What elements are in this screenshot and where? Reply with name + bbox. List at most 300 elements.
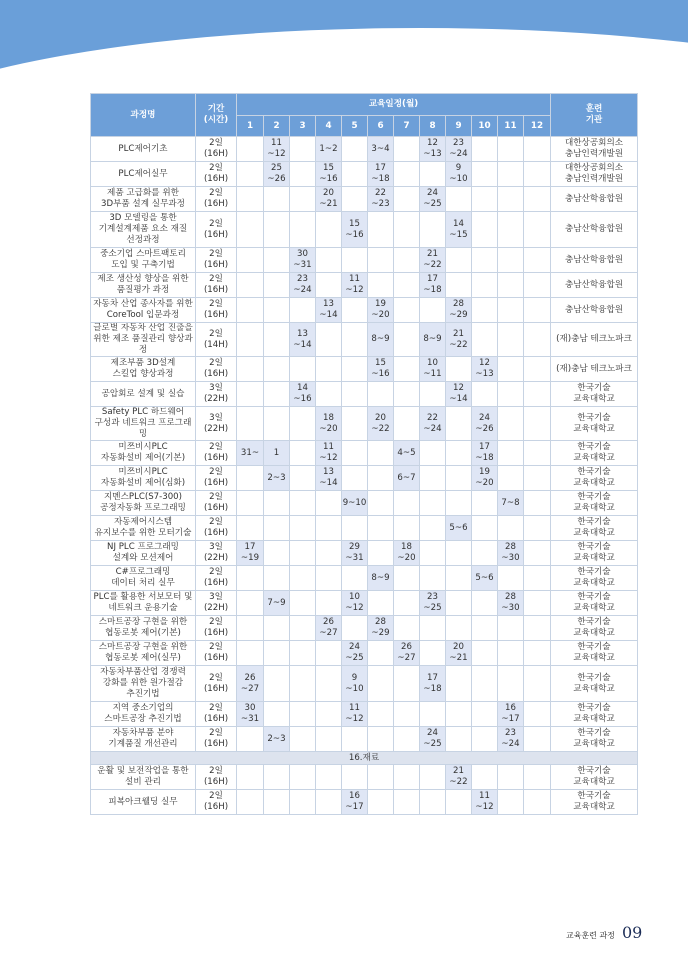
table-row — [91, 616, 638, 641]
schedule-cell — [394, 323, 420, 357]
schedule-cell — [446, 616, 472, 641]
schedule-cell — [290, 441, 316, 466]
schedule-cell — [472, 641, 498, 666]
schedule-cell — [524, 541, 551, 566]
schedule-cell: 28 ~29 — [446, 298, 472, 323]
schedule-cell: 13 ~14 — [316, 466, 342, 491]
schedule-cell — [290, 162, 316, 187]
course-period: 2일 (16H) — [196, 187, 237, 212]
month-header: 2 — [264, 116, 290, 137]
course-name: 미쯔비시PLC 자동화설비 제어(심화) — [91, 466, 196, 491]
schedule-cell — [264, 212, 290, 248]
schedule-cell — [290, 641, 316, 666]
schedule-cell: 9~10 — [342, 491, 368, 516]
schedule-cell — [420, 441, 446, 466]
course-period: 3일 (22H) — [196, 591, 237, 616]
schedule-cell — [290, 491, 316, 516]
section-label: 04. 재직자(향상)과정 — [543, 45, 636, 56]
table-row — [91, 702, 638, 727]
schedule-cell: 19 ~20 — [472, 466, 498, 491]
schedule-cell — [316, 382, 342, 407]
schedule-cell — [290, 591, 316, 616]
institution-header: 훈련 기관 — [551, 94, 638, 137]
month-header: 12 — [524, 116, 551, 137]
schedule-cell — [316, 591, 342, 616]
institution-name: 한국기술 교육대학교 — [551, 666, 638, 702]
institution-name: 한국기술 교육대학교 — [551, 727, 638, 752]
course-period: 2일 (16H) — [196, 790, 237, 815]
course-name: 제조부품 3D설계 스킬업 향상과정 — [91, 357, 196, 382]
schedule-cell — [264, 491, 290, 516]
schedule-cell — [498, 137, 524, 162]
schedule-cell — [264, 187, 290, 212]
schedule-cell — [342, 407, 368, 441]
schedule-cell — [394, 516, 420, 541]
schedule-cell: 7~9 — [264, 591, 290, 616]
institution-name: 대한상공회의소 충남인력개발원 — [551, 162, 638, 187]
schedule-cell — [237, 323, 264, 357]
course-name: C#프로그래밍 데이터 처리 실무 — [91, 566, 196, 591]
table-row — [91, 162, 638, 187]
schedule-cell — [316, 248, 342, 273]
table-row — [91, 666, 638, 702]
schedule-cell: 17 ~19 — [237, 541, 264, 566]
course-period: 3일 (22H) — [196, 541, 237, 566]
schedule-cell — [342, 162, 368, 187]
schedule-cell — [316, 641, 342, 666]
table-row — [91, 441, 638, 466]
schedule-cell — [420, 162, 446, 187]
schedule-cell — [264, 765, 290, 790]
schedule-cell — [498, 357, 524, 382]
schedule-cell — [420, 382, 446, 407]
course-period: 2일 (16H) — [196, 616, 237, 641]
schedule-cell: 23 ~24 — [446, 137, 472, 162]
schedule-cell — [290, 187, 316, 212]
course-period: 2일 (16H) — [196, 137, 237, 162]
schedule-cell — [264, 790, 290, 815]
schedule-cell — [498, 298, 524, 323]
schedule-cell — [342, 441, 368, 466]
schedule-cell — [524, 323, 551, 357]
schedule-cell — [290, 516, 316, 541]
schedule-cell — [498, 162, 524, 187]
schedule-cell — [290, 466, 316, 491]
schedule-cell — [394, 162, 420, 187]
course-period: 2일 (16H) — [196, 641, 237, 666]
table-row — [91, 137, 638, 162]
schedule-cell: 26 ~27 — [237, 666, 264, 702]
schedule-cell: 9 ~10 — [446, 162, 472, 187]
schedule-cell — [498, 466, 524, 491]
schedule-cell: 21 ~22 — [446, 765, 472, 790]
institution-name: 한국기술 교육대학교 — [551, 765, 638, 790]
schedule-cell — [446, 491, 472, 516]
schedule-cell — [498, 641, 524, 666]
schedule-cell — [524, 702, 551, 727]
schedule-cell — [342, 727, 368, 752]
table-row — [91, 382, 638, 407]
schedule-cell — [368, 212, 394, 248]
schedule-cell — [368, 516, 394, 541]
course-name: 스마트공장 구현을 위한 협동로봇 제어(실무) — [91, 641, 196, 666]
schedule-cell — [368, 702, 394, 727]
category-subheader: 16.재료 — [91, 752, 638, 765]
schedule-cell: 12 ~14 — [446, 382, 472, 407]
month-header: 5 — [342, 116, 368, 137]
schedule-cell — [290, 790, 316, 815]
schedule-cell — [524, 641, 551, 666]
schedule-cell — [264, 323, 290, 357]
schedule-cell — [368, 466, 394, 491]
schedule-cell — [342, 616, 368, 641]
schedule-cell — [290, 702, 316, 727]
schedule-cell — [472, 516, 498, 541]
schedule-cell — [316, 273, 342, 298]
schedule-cell: 23 ~25 — [420, 591, 446, 616]
course-period: 3일 (22H) — [196, 382, 237, 407]
course-period: 2일 (16H) — [196, 357, 237, 382]
schedule-cell — [237, 765, 264, 790]
schedule-cell — [394, 591, 420, 616]
schedule-cell — [498, 516, 524, 541]
institution-name: 한국기술 교육대학교 — [551, 516, 638, 541]
schedule-cell: 12 ~13 — [420, 137, 446, 162]
period-header: 기간 (시간) — [196, 94, 237, 137]
schedule-cell: 5~6 — [446, 516, 472, 541]
schedule-cell — [472, 491, 498, 516]
schedule-cell — [237, 357, 264, 382]
schedule-cell — [446, 273, 472, 298]
schedule-cell — [264, 382, 290, 407]
schedule-cell — [498, 323, 524, 357]
schedule-cell — [342, 298, 368, 323]
course-period: 2일 (16H) — [196, 162, 237, 187]
schedule-cell — [394, 248, 420, 273]
schedule-cell — [394, 407, 420, 441]
schedule-cell: 8~9 — [368, 323, 394, 357]
schedule-cell: 13 ~14 — [316, 298, 342, 323]
schedule-cell — [498, 382, 524, 407]
schedule-cell — [368, 641, 394, 666]
schedule-cell — [264, 298, 290, 323]
course-name: 지멘스PLC(S7-300) 공정자동화 프로그래밍 — [91, 491, 196, 516]
schedule-cell — [498, 407, 524, 441]
table-row — [91, 357, 638, 382]
schedule-cell — [524, 765, 551, 790]
course-period: 2일 (16H) — [196, 566, 237, 591]
schedule-cell: 21 ~22 — [446, 323, 472, 357]
schedule-cell — [524, 727, 551, 752]
schedule-cell — [446, 357, 472, 382]
institution-name: 한국기술 교육대학교 — [551, 702, 638, 727]
schedule-cell: 20 ~21 — [446, 641, 472, 666]
schedule-cell — [264, 407, 290, 441]
schedule-cell: 20 ~21 — [316, 187, 342, 212]
schedule-cell — [524, 666, 551, 702]
schedule-cell — [524, 566, 551, 591]
table-row — [91, 727, 638, 752]
schedule-cell: 18 ~20 — [316, 407, 342, 441]
course-name: 자동차 산업 종사자를 위한 CoreTool 입문과정 — [91, 298, 196, 323]
schedule-cell — [524, 162, 551, 187]
schedule-cell — [524, 407, 551, 441]
schedule-cell — [472, 323, 498, 357]
schedule-cell: 7~8 — [498, 491, 524, 516]
institution-name: 한국기술 교육대학교 — [551, 616, 638, 641]
schedule-cell — [446, 591, 472, 616]
schedule-cell — [524, 491, 551, 516]
schedule-cell — [342, 187, 368, 212]
table-row — [91, 187, 638, 212]
schedule-cell — [368, 248, 394, 273]
schedule-cell: 30 ~31 — [290, 248, 316, 273]
course-name: 공압회로 설계 및 실습 — [91, 382, 196, 407]
schedule-cell — [420, 491, 446, 516]
schedule-cell — [420, 641, 446, 666]
schedule-cell: 17 ~18 — [420, 666, 446, 702]
schedule-cell — [394, 616, 420, 641]
schedule-cell — [316, 541, 342, 566]
institution-name: 충남산학융합원 — [551, 187, 638, 212]
schedule-cell — [316, 727, 342, 752]
course-name: 피복아크웰딩 실무 — [91, 790, 196, 815]
schedule-cell: 16 ~17 — [342, 790, 368, 815]
schedule-cell: 28 ~30 — [498, 541, 524, 566]
schedule-cell — [368, 441, 394, 466]
schedule-cell: 31~ — [237, 441, 264, 466]
schedule-cell — [316, 323, 342, 357]
schedule-cell — [264, 641, 290, 666]
schedule-cell — [394, 727, 420, 752]
schedule-cell: 11 ~12 — [316, 441, 342, 466]
schedule-cell — [290, 407, 316, 441]
course-name: PLC제어실무 — [91, 162, 196, 187]
schedule-cell — [524, 137, 551, 162]
schedule-cell: 2~3 — [264, 466, 290, 491]
schedule-cell — [237, 382, 264, 407]
schedule-cell: 23 ~24 — [290, 273, 316, 298]
schedule-cell: 10 ~11 — [420, 357, 446, 382]
course-period: 2일 (16H) — [196, 212, 237, 248]
schedule-cell: 13 ~14 — [290, 323, 316, 357]
schedule-cell: 26 ~27 — [394, 641, 420, 666]
schedule-cell — [420, 466, 446, 491]
schedule-cell: 17 ~18 — [472, 441, 498, 466]
footer-label: 교육훈련 과정 — [566, 931, 615, 940]
schedule-cell: 12 ~13 — [472, 357, 498, 382]
institution-name: 한국기술 교육대학교 — [551, 541, 638, 566]
schedule-table — [90, 93, 638, 815]
schedule-cell — [394, 702, 420, 727]
schedule-cell: 11 ~12 — [472, 790, 498, 815]
schedule-cell — [498, 187, 524, 212]
course-name: PLC를 활용한 서보모터 및 네트워크 운용기술 — [91, 591, 196, 616]
schedule-cell — [524, 441, 551, 466]
course-name: 중소기업 스마트팩토리 도입 및 구축기법 — [91, 248, 196, 273]
schedule-cell — [264, 616, 290, 641]
table-row — [91, 466, 638, 491]
schedule-cell — [237, 187, 264, 212]
schedule-cell — [498, 666, 524, 702]
schedule-cell — [498, 790, 524, 815]
schedule-cell: 5~6 — [472, 566, 498, 591]
schedule-cell: 8~9 — [368, 566, 394, 591]
schedule-cell — [498, 441, 524, 466]
schedule-cell — [237, 491, 264, 516]
table-row — [91, 641, 638, 666]
schedule-cell — [498, 273, 524, 298]
table-row — [91, 212, 638, 248]
schedule-cell — [472, 591, 498, 616]
schedule-cell — [524, 212, 551, 248]
table-row — [91, 323, 638, 357]
schedule-cell — [472, 298, 498, 323]
schedule-cell: 17 ~18 — [368, 162, 394, 187]
schedule-cell — [394, 357, 420, 382]
course-name: 제조 생산성 향상을 위한 품질평가 과정 — [91, 273, 196, 298]
institution-name: (재)충남 테크노파크 — [551, 323, 638, 357]
schedule-cell — [264, 248, 290, 273]
schedule-cell — [524, 466, 551, 491]
table-row — [91, 591, 638, 616]
schedule-cell — [290, 357, 316, 382]
schedule-cell — [264, 357, 290, 382]
schedule-cell — [316, 491, 342, 516]
schedule-cell — [342, 248, 368, 273]
schedule-cell: 19 ~20 — [368, 298, 394, 323]
table-row — [91, 407, 638, 441]
course-name: 자동차부품 분야 기계품질 개선관리 — [91, 727, 196, 752]
course-period: 2일 (16H) — [196, 491, 237, 516]
schedule-cell — [290, 727, 316, 752]
schedule-cell — [237, 248, 264, 273]
schedule-cell — [368, 273, 394, 298]
schedule-cell — [237, 162, 264, 187]
schedule-cell: 24 ~26 — [472, 407, 498, 441]
schedule-cell — [368, 765, 394, 790]
course-period: 2일 (16H) — [196, 273, 237, 298]
institution-name: 충남산학융합원 — [551, 212, 638, 248]
schedule-cell: 28 ~30 — [498, 591, 524, 616]
schedule-cell — [264, 666, 290, 702]
schedule-cell — [237, 616, 264, 641]
schedule-cell — [446, 407, 472, 441]
institution-name: 한국기술 교육대학교 — [551, 407, 638, 441]
schedule-cell: 4~5 — [394, 441, 420, 466]
schedule-cell — [342, 466, 368, 491]
schedule-cell: 28 ~29 — [368, 616, 394, 641]
schedule-cell: 3~4 — [368, 137, 394, 162]
schedule-cell — [290, 616, 316, 641]
schedule-cell — [316, 790, 342, 815]
schedule-cell — [394, 790, 420, 815]
schedule-cell — [368, 382, 394, 407]
schedule-cell — [472, 666, 498, 702]
schedule-cell — [394, 298, 420, 323]
schedule-cell — [237, 566, 264, 591]
schedule-cell: 2~3 — [264, 727, 290, 752]
schedule-cell — [446, 248, 472, 273]
schedule-cell — [342, 516, 368, 541]
schedule-cell — [237, 466, 264, 491]
institution-name: 한국기술 교육대학교 — [551, 790, 638, 815]
course-name: 미쯔비시PLC 자동화설비 제어(기본) — [91, 441, 196, 466]
schedule-cell — [264, 516, 290, 541]
page-number: 09 — [622, 923, 643, 942]
schedule-cell — [290, 541, 316, 566]
schedule-cell: 11 ~12 — [342, 273, 368, 298]
institution-name: 한국기술 교육대학교 — [551, 591, 638, 616]
schedule-cell — [290, 212, 316, 248]
table-row — [91, 566, 638, 591]
schedule-cell — [524, 790, 551, 815]
institution-name: 대한상공회의소 충남인력개발원 — [551, 137, 638, 162]
institution-name: 한국기술 교육대학교 — [551, 566, 638, 591]
schedule-cell — [472, 273, 498, 298]
schedule-cell — [420, 298, 446, 323]
schedule-cell — [368, 491, 394, 516]
schedule-cell — [524, 187, 551, 212]
course-period: 2일 (16H) — [196, 466, 237, 491]
institution-name: 충남산학융합원 — [551, 248, 638, 273]
schedule-cell — [264, 541, 290, 566]
course-name: 운활 및 보전작업을 통한 설비 관리 — [91, 765, 196, 790]
schedule-cell — [524, 273, 551, 298]
schedule-cell — [237, 407, 264, 441]
schedule-cell — [342, 137, 368, 162]
course-name: Safety PLC 하드웨어 구성과 네트워크 프로그래밍 — [91, 407, 196, 441]
schedule-cell — [472, 137, 498, 162]
schedule-cell — [237, 591, 264, 616]
institution-name: 한국기술 교육대학교 — [551, 441, 638, 466]
schedule-cell — [498, 566, 524, 591]
schedule-cell — [368, 666, 394, 702]
institution-name: 한국기술 교육대학교 — [551, 466, 638, 491]
schedule-cell: 10 ~12 — [342, 591, 368, 616]
month-header: 11 — [498, 116, 524, 137]
schedule-cell — [472, 187, 498, 212]
table-row — [91, 491, 638, 516]
schedule-cell — [472, 162, 498, 187]
course-period: 2일 (16H) — [196, 248, 237, 273]
course-name: 스마트공장 구현을 위한 협동로봇 제어(기본) — [91, 616, 196, 641]
schedule-cell: 11 ~12 — [342, 702, 368, 727]
month-header: 1 — [237, 116, 264, 137]
schedule-cell — [237, 212, 264, 248]
institution-name: 한국기술 교육대학교 — [551, 491, 638, 516]
institution-name: 충남산학융합원 — [551, 273, 638, 298]
schedule-cell — [264, 273, 290, 298]
course-name: 지역 중소기업의 스마트공장 추진기법 — [91, 702, 196, 727]
table-row — [91, 248, 638, 273]
schedule-cell: 21 ~22 — [420, 248, 446, 273]
schedule-cell — [446, 566, 472, 591]
table-row — [91, 765, 638, 790]
schedule-cell: 15 ~16 — [316, 162, 342, 187]
table-row — [91, 273, 638, 298]
schedule-header: 교육일정(월) — [237, 94, 551, 116]
schedule-cell — [316, 666, 342, 702]
institution-name: (재)충남 테크노파크 — [551, 357, 638, 382]
course-name: PLC제어기초 — [91, 137, 196, 162]
schedule-cell — [394, 137, 420, 162]
schedule-cell — [237, 641, 264, 666]
schedule-cell: 24 ~25 — [420, 187, 446, 212]
schedule-cell: 17 ~18 — [420, 273, 446, 298]
schedule-cell — [237, 790, 264, 815]
schedule-cell — [316, 702, 342, 727]
